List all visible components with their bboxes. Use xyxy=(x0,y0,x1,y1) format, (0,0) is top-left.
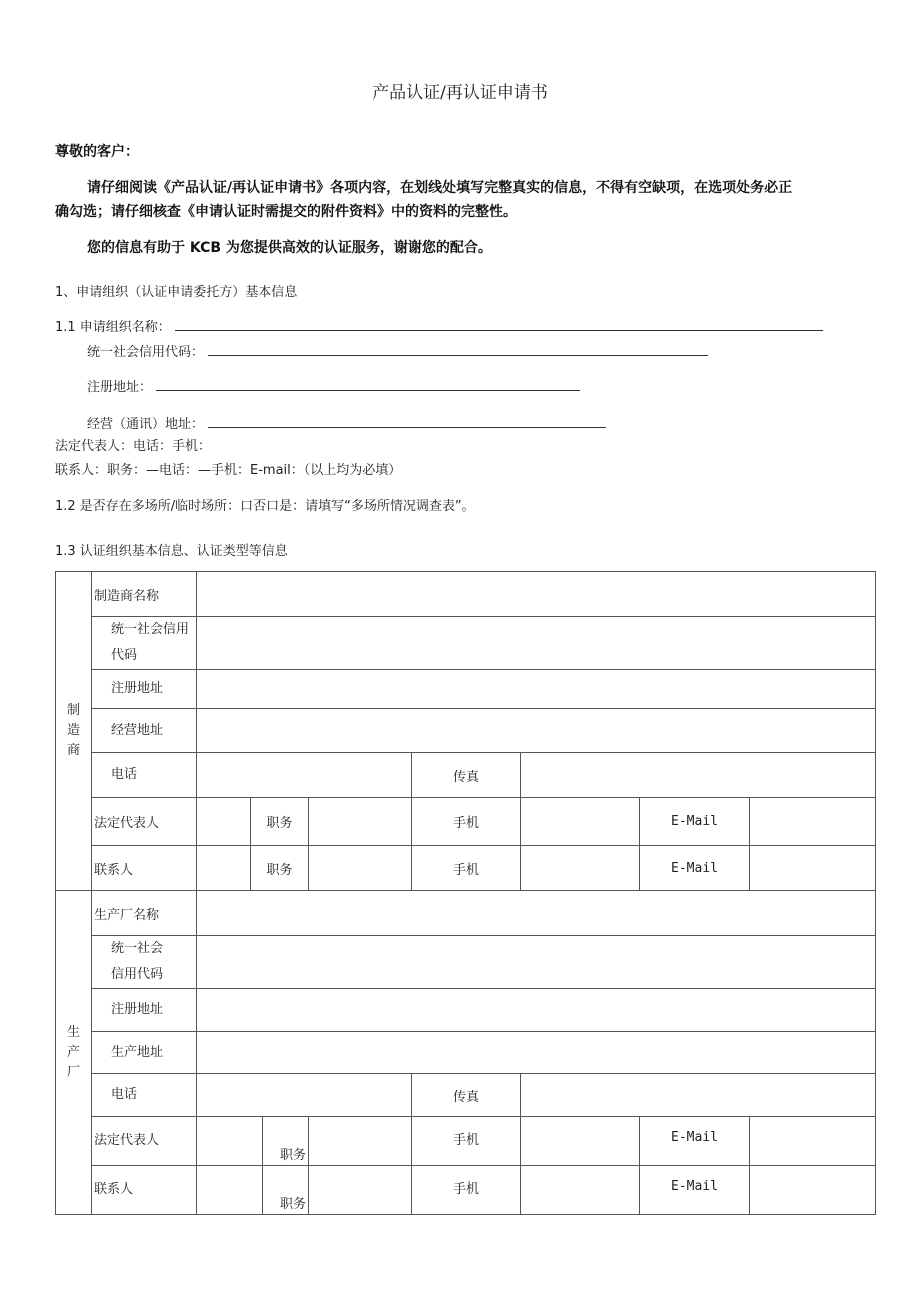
factory-legal-rep-position-cell[interactable] xyxy=(309,1117,412,1166)
factory-contact-cell[interactable] xyxy=(197,1166,263,1215)
manufacturer-biz-cell[interactable] xyxy=(197,709,876,753)
factory-prod-row xyxy=(56,1032,876,1074)
factory-phone-row xyxy=(56,1074,876,1117)
org-info-table xyxy=(55,571,876,1215)
manufacturer-legal-rep-mobile-label: 手机 xyxy=(412,798,521,846)
org-name-field[interactable] xyxy=(175,318,823,331)
manufacturer-credit-label: 统一社会信用代码 xyxy=(92,617,197,670)
credit-code-field[interactable] xyxy=(208,343,708,356)
manufacturer-legal-rep-mobile-cell[interactable] xyxy=(521,798,640,846)
table-heading: 1.3 认证组织基本信息、认证类型等信息 xyxy=(55,544,288,559)
factory-name-row xyxy=(56,891,876,936)
factory-prod-label: 生产地址 xyxy=(92,1032,197,1074)
factory-legal-rep-position-label: 职务 xyxy=(263,1117,309,1166)
manufacturer-phone-label: 电话 xyxy=(92,753,197,798)
org-name-label: 1.1 申请组织名称： xyxy=(55,320,171,335)
manufacturer-contact-row xyxy=(56,846,876,891)
factory-name-label: 生产厂名称 xyxy=(92,891,197,936)
factory-credit-row xyxy=(56,936,876,989)
manufacturer-legal-rep-email-label: E-Mail xyxy=(640,798,750,846)
manufacturer-contact-cell[interactable] xyxy=(197,846,251,891)
factory-legal-rep-email-cell[interactable] xyxy=(750,1117,876,1166)
manufacturer-contact-position-cell[interactable] xyxy=(309,846,412,891)
manufacturer-contact-mobile-cell[interactable] xyxy=(521,846,640,891)
contact-line: 联系人：职务：—电话：—手机：E-mail：（以上均为必填） xyxy=(55,463,402,478)
factory-credit-label: 统一社会信用代码 xyxy=(92,936,197,989)
factory-contact-position-label: 职务 xyxy=(263,1166,309,1215)
manufacturer-credit-row xyxy=(56,617,876,670)
factory-legal-rep-mobile-label: 手机 xyxy=(412,1117,521,1166)
factory-legal-rep-mobile-cell[interactable] xyxy=(521,1117,640,1166)
biz-address-label: 经营（通讯）地址： xyxy=(87,417,205,432)
factory-contact-email-label: E-Mail xyxy=(640,1166,750,1215)
manufacturer-legal-rep-row xyxy=(56,798,876,846)
factory-reg-row xyxy=(56,989,876,1032)
manufacturer-name-row xyxy=(56,572,876,617)
factory-legal-rep-label: 法定代表人 xyxy=(92,1117,197,1166)
biz-address-field[interactable] xyxy=(208,415,606,428)
manufacturer-contact-email-cell[interactable] xyxy=(750,846,876,891)
intro-line-1: 请仔细阅读《产品认证/再认证申请书》各项内容，在划线处填写完整真实的信息，不得有空缺项，在选项处务必正 xyxy=(87,180,793,196)
intro-line-3: 您的信息有助于 KCB 为您提供高效的认证服务，谢谢您的配合。 xyxy=(87,240,492,256)
manufacturer-legal-rep-position-label: 职务 xyxy=(251,798,309,846)
manufacturer-legal-rep-label: 法定代表人 xyxy=(92,798,197,846)
manufacturer-reg-row xyxy=(56,670,876,709)
factory-contact-position-cell[interactable] xyxy=(309,1166,412,1215)
manufacturer-legal-rep-position-cell[interactable] xyxy=(309,798,412,846)
manufacturer-credit-cell[interactable] xyxy=(197,617,876,670)
manufacturer-contact-email-label: E-Mail xyxy=(640,846,750,891)
manufacturer-reg-cell[interactable] xyxy=(197,670,876,709)
manufacturer-side-label: 制造商 xyxy=(56,572,92,891)
factory-phone-label: 电话 xyxy=(92,1074,197,1117)
section-1-heading: 1、申请组织（认证申请委托方）基本信息 xyxy=(55,285,298,300)
manufacturer-name-cell[interactable] xyxy=(197,572,876,617)
factory-side-label: 生产厂 xyxy=(56,891,92,1215)
manufacturer-reg-label: 注册地址 xyxy=(92,670,197,709)
credit-code-label: 统一社会信用代码： xyxy=(87,345,205,360)
manufacturer-phone-row xyxy=(56,753,876,798)
intro-line-2: 确勾选；请仔细核查《申请认证时需提交的附件资料》中的资料的完整性。 xyxy=(55,204,517,220)
manufacturer-legal-rep-email-cell[interactable] xyxy=(750,798,876,846)
factory-contact-email-cell[interactable] xyxy=(750,1166,876,1215)
manufacturer-contact-label: 联系人 xyxy=(92,846,197,891)
factory-prod-cell[interactable] xyxy=(197,1032,876,1074)
manufacturer-contact-position-label: 职务 xyxy=(251,846,309,891)
reg-address-field[interactable] xyxy=(156,378,580,391)
manufacturer-biz-label: 经营地址 xyxy=(92,709,197,753)
multisite-question: 1.2 是否存在多场所/临时场所：口否口是：请填写“多场所情况调查表”。 xyxy=(55,499,475,514)
factory-reg-label: 注册地址 xyxy=(92,989,197,1032)
manufacturer-contact-mobile-label: 手机 xyxy=(412,846,521,891)
page-title: 产品认证/再认证申请书 xyxy=(372,83,548,103)
greeting: 尊敬的客户： xyxy=(55,144,139,160)
factory-name-cell[interactable] xyxy=(197,891,876,936)
factory-reg-cell[interactable] xyxy=(197,989,876,1032)
reg-address-label: 注册地址： xyxy=(87,380,153,395)
manufacturer-fax-label: 传真 xyxy=(412,753,521,798)
factory-legal-rep-email-label: E-Mail xyxy=(640,1117,750,1166)
factory-credit-cell[interactable] xyxy=(197,936,876,989)
manufacturer-biz-row xyxy=(56,709,876,753)
factory-contact-mobile-label: 手机 xyxy=(412,1166,521,1215)
factory-fax-cell[interactable] xyxy=(521,1074,876,1117)
manufacturer-name-label: 制造商名称 xyxy=(92,572,197,617)
factory-legal-rep-row xyxy=(56,1117,876,1166)
manufacturer-legal-rep-cell[interactable] xyxy=(197,798,251,846)
factory-contact-mobile-cell[interactable] xyxy=(521,1166,640,1215)
factory-legal-rep-cell[interactable] xyxy=(197,1117,263,1166)
factory-contact-label: 联系人 xyxy=(92,1166,197,1215)
factory-phone-cell[interactable] xyxy=(197,1074,412,1117)
factory-contact-row xyxy=(56,1166,876,1215)
manufacturer-phone-cell[interactable] xyxy=(197,753,412,798)
factory-fax-label: 传真 xyxy=(412,1074,521,1117)
legal-rep-line: 法定代表人：电话：手机： xyxy=(55,439,212,454)
manufacturer-fax-cell[interactable] xyxy=(521,753,876,798)
